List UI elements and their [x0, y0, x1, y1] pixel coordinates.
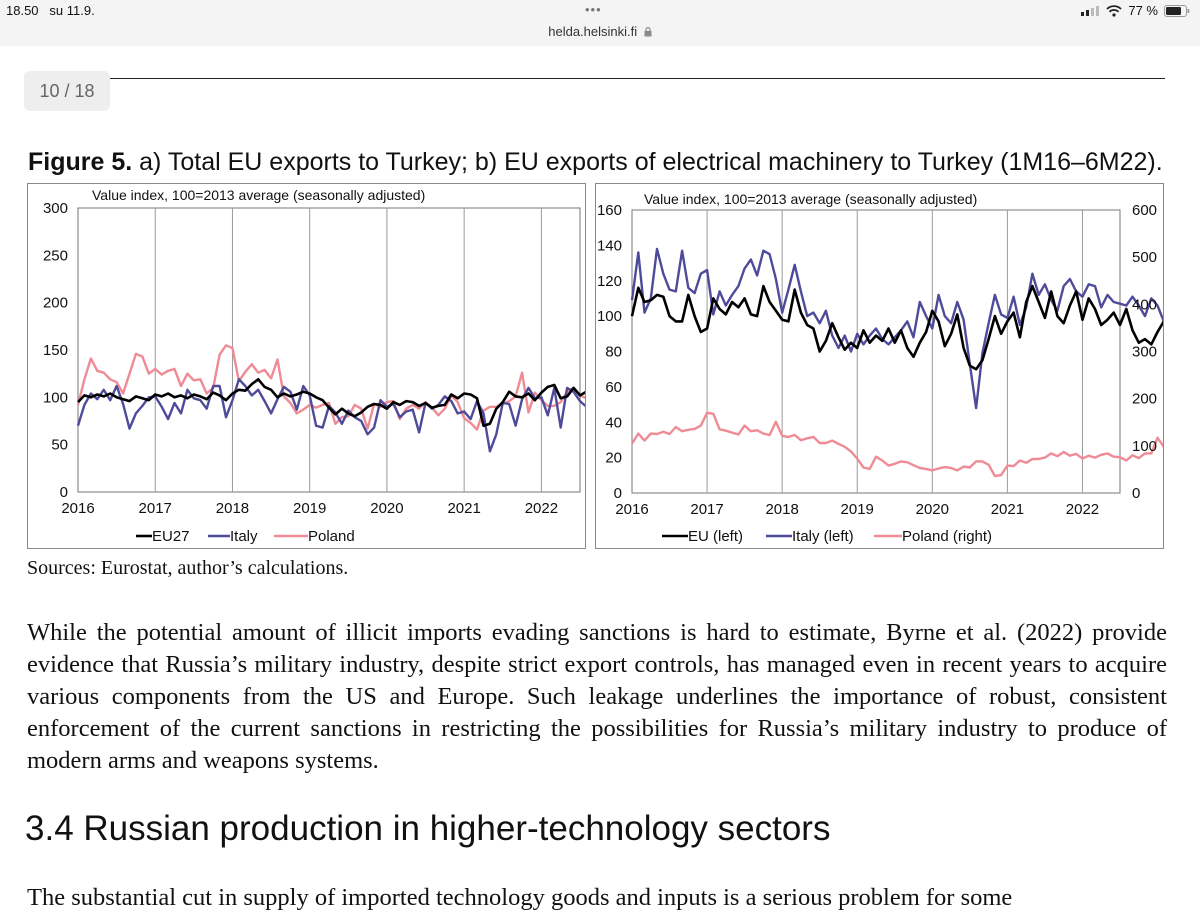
x-tick-label: 2020 [370, 500, 404, 517]
section-heading: 3.4 Russian production in higher-technology sectors [25, 809, 831, 848]
lock-icon [644, 27, 652, 37]
x-tick-label: 2021 [990, 501, 1025, 518]
status-time: 18.50 su 11.9. [6, 3, 95, 18]
x-tick-label: 2019 [840, 501, 874, 518]
legend-label-eu: EU (left) [688, 528, 744, 545]
chart-a-subtitle: Value index, 100=2013 average (seasonally adjusted) [92, 187, 426, 203]
y-right-tick-label: 400 [1132, 296, 1158, 314]
y-tick-label: 120 [596, 272, 622, 290]
x-tick-label: 2021 [447, 500, 481, 517]
y-right-tick-label: 300 [1132, 343, 1158, 361]
battery-icon [1164, 5, 1190, 17]
chart-b-legend [662, 528, 992, 545]
figure-label: Figure 5. [28, 148, 133, 176]
y-tick-label: 40 [605, 414, 622, 432]
body-paragraph: While the potential amount of illicit imports evading sanctions is hard to estimate, Byrne et al. (2022) provide evidence that Russia’s military industry, despite strict export controls, has managed even in recent years to acquire various components from the US and Europe. Such leakage underlines the importance of robust, consistent enforcement of the current sanctions in restricting the possibilities for Russia’s military industry to produce of modern arms and weapons systems. [27, 619, 1167, 774]
y-tick-label: 160 [596, 202, 622, 219]
legend-label-italy-left: Italy (left) [792, 528, 854, 545]
x-tick-label: 2022 [1065, 501, 1100, 518]
x-tick-label: 2016 [615, 501, 649, 518]
y-right-tick-label: 500 [1132, 249, 1158, 267]
figure-title [28, 148, 1163, 177]
x-tick-label: 2017 [690, 501, 724, 518]
legend-label-poland: Poland [308, 528, 355, 545]
page-indicator: 10 / 18 [24, 71, 110, 111]
y-tick-label: 20 [605, 449, 622, 467]
figure-caption: a) Total EU exports to Turkey; b) EU exports of electrical machinery to Turkey (1M16–6M22). [132, 148, 1163, 176]
y-right-tick-label: 100 [1132, 437, 1158, 455]
battery-percent: 77 % [1128, 3, 1158, 18]
y-tick-label: 100 [596, 308, 622, 326]
chart-a-plot [78, 208, 585, 492]
status-bar [0, 0, 1200, 46]
series-line-italy [78, 328, 585, 451]
y-tick-label: 50 [51, 436, 68, 454]
chart-a-svg [28, 184, 585, 548]
y-tick-label: 60 [605, 378, 622, 396]
x-tick-label: 2018 [215, 500, 250, 517]
y-right-tick-label: 600 [1132, 202, 1158, 219]
chart-b-subtitle: Value index, 100=2013 average (seasonally adjusted) [644, 191, 978, 207]
x-tick-label: 2020 [915, 501, 949, 518]
y-tick-label: 150 [42, 342, 68, 359]
chart-b-svg [596, 184, 1163, 548]
chart-b-plot-area [632, 210, 1120, 493]
y-tick-label: 250 [42, 247, 68, 265]
x-tick-label: 2022 [524, 500, 559, 517]
address-bar[interactable] [0, 24, 1200, 39]
x-tick-label: 2017 [138, 500, 172, 517]
chart-b-plot [632, 210, 1163, 493]
divider [110, 78, 1165, 79]
x-tick-label: 2018 [765, 501, 799, 518]
y-right-tick-label: 200 [1132, 390, 1158, 408]
legend-label-italy: Italy [230, 528, 258, 545]
y-tick-label: 140 [596, 237, 622, 255]
chart-a-legend [136, 528, 355, 545]
chart-a-plot-area [78, 208, 580, 492]
signal-icon [1080, 5, 1100, 16]
legend-label-eu27: EU27 [152, 528, 190, 545]
y-tick-label: 300 [42, 200, 68, 217]
y-tick-label: 0 [59, 484, 68, 501]
wifi-icon [1106, 5, 1122, 17]
chart-a [27, 183, 586, 549]
y-tick-label: 0 [613, 485, 622, 502]
more-options-icon[interactable]: ••• [585, 2, 602, 17]
y-tick-label: 100 [42, 389, 68, 407]
x-tick-label: 2016 [61, 500, 95, 517]
chart-b [595, 183, 1164, 549]
next-paragraph: The substantial cut in supply of imported technology goods and inputs is a serious problem for some [27, 884, 1013, 911]
series-line-poland [78, 241, 585, 429]
y-right-tick-label: 0 [1132, 485, 1141, 502]
legend-label-poland-right: Poland (right) [902, 528, 993, 545]
url-text: helda.helsinki.fi [548, 24, 638, 39]
figure-sources: Sources: Eurostat, author’s calculations. [27, 557, 349, 579]
y-tick-label: 200 [42, 294, 68, 312]
y-tick-label: 80 [605, 343, 622, 361]
x-tick-label: 2019 [293, 500, 327, 517]
status-indicators [1080, 3, 1190, 18]
